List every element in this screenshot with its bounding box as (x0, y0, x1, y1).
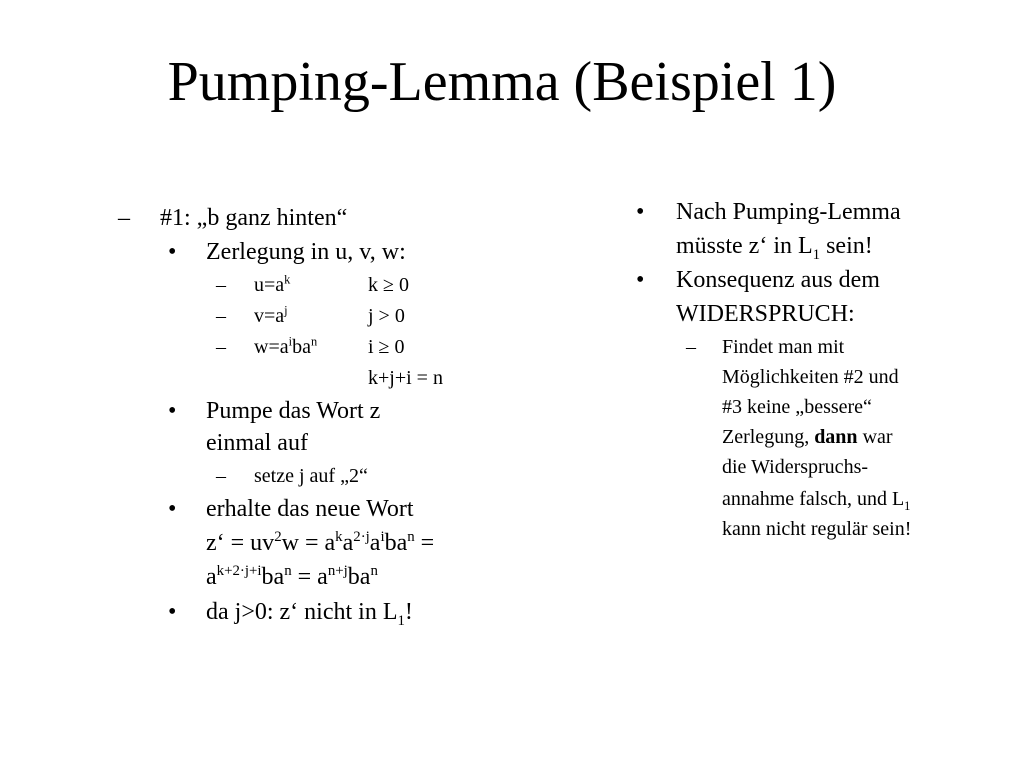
zerlegung-text: Zerlegung in u, v, w: (206, 239, 406, 265)
dash-w: – (216, 336, 226, 358)
new-word-line-1: erhalte das neue Wort (206, 496, 414, 522)
case-dash: – (118, 205, 130, 231)
pump-line-1: Pumpe das Wort z (206, 398, 381, 424)
bullet-pump: • (168, 398, 177, 424)
bullet-new-word: • (168, 496, 177, 522)
dash-u: – (216, 274, 226, 296)
dash-set-j: – (216, 465, 226, 487)
set-j-text: setze j auf „2“ (254, 465, 368, 487)
right-bullet-1-line-1: Nach Pumping-Lemma (676, 199, 901, 225)
bullet-conclusion: • (168, 599, 177, 625)
right-sub-line-5: die Widerspruchs- (722, 456, 869, 478)
conclusion-text: da j>0: z‘ nicht in $L_1$! (206, 599, 413, 629)
condition-w: i ≥ 0 (368, 336, 405, 358)
condition-v: j > 0 (368, 305, 405, 327)
right-bullet-1-line-2: müsste z‘ in $L_1$ sein! (676, 233, 873, 263)
part-u: $u=a^k$ (254, 272, 291, 296)
bullet-zerlegung: • (168, 239, 177, 265)
pump-line-2: einmal auf (206, 430, 308, 456)
sum-condition: k+j+i = n (368, 367, 443, 389)
right-bullet-2-line-2: WIDERSPRUCH: (676, 301, 855, 327)
dash-v: – (216, 305, 226, 327)
case-heading: #1: „b ganz hinten“ (160, 205, 348, 231)
new-word-equation-2: $a^{k+2\cdot j+i}ba^n = a^{n+j}ba^n$ (206, 563, 378, 590)
condition-u: k ≥ 0 (368, 274, 409, 296)
new-word-equation-1: z‘ = $uv^2w = a^ka^{2\cdot j}a^iba^n$ = (206, 529, 435, 556)
right-sub-line-1: Findet man mit (722, 336, 845, 358)
right-sub-line-6: annahme falsch, und $L_1$ (722, 488, 911, 513)
right-bullet-2: • (636, 267, 645, 293)
part-v: $v=a^j$ (254, 303, 288, 327)
right-bullet-2-line-1: Konsequenz aus dem (676, 267, 880, 293)
right-sub-dash: – (686, 336, 696, 358)
slide-title: Pumping-Lemma (Beispiel 1) (167, 51, 837, 113)
right-sub-line-4: Zerlegung, dann war (722, 426, 893, 448)
right-sub-line-7: kann nicht regulär sein! (722, 518, 912, 540)
right-sub-line-2: Möglichkeiten #2 und (722, 366, 899, 388)
part-w: $w=a^iba^n$ (254, 334, 318, 358)
right-sub-line-3: #3 keine „bessere“ (722, 396, 872, 418)
right-bullet-1: • (636, 199, 645, 225)
